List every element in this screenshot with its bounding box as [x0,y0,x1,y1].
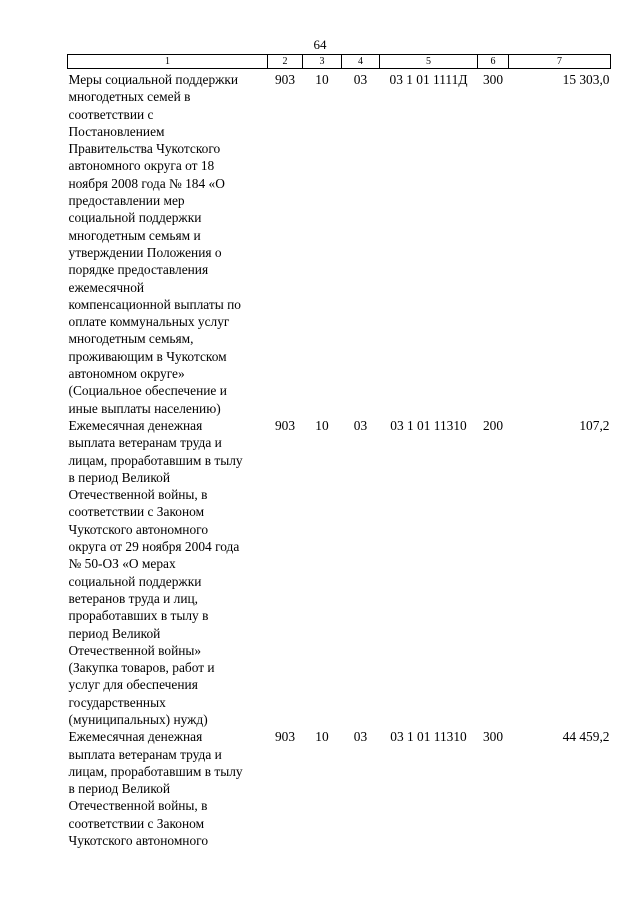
budget-table [67,54,611,849]
table-row [68,69,611,417]
row-section: 10 [315,72,329,87]
row-sum: 44 459,2 [562,729,610,745]
row-name: Ежемесячная денежная выплата ветеранам труда и лицам, проработавшим в тылу в период Великой Отечественной войны, в соответствии с Законом Чукотского автономного [68,729,243,849]
row-section: 10 [315,417,329,433]
table-row [68,728,611,849]
column-number-header: 2 [268,55,303,69]
row-target-article: 03 1 01 1111Д [389,72,468,87]
row-section: 10 [315,729,329,745]
row-target-article: 03 1 01 11310 [390,729,467,745]
row-target-article: 03 1 01 11310 [390,417,467,433]
row-expense-type: 300 [482,729,504,745]
row-sum: 15 303,0 [562,72,610,87]
row-expense-type: 300 [482,72,504,87]
row-subsection: 03 [353,417,368,433]
column-number-header: 1 [68,55,268,69]
row-sum: 107,2 [579,417,610,433]
column-number-header: 3 [303,55,342,69]
row-subsection: 03 [353,729,368,745]
column-number-header: 7 [509,55,611,69]
row-expense-type: 200 [482,417,504,433]
table-row [68,417,611,728]
row-name: Ежемесячная денежная выплата ветеранам труда и лицам, проработавшим в тылу в период Великой Отечественной войны, в соответствии с Законом Чукотского автономного округа от 29 ноября 2004 года № 50-ОЗ «О мерах социальной поддержки ветеранов труда и лиц, проработавших в тылу в период Великой Отечественной войны» (Закупка товаров, работ и услуг для обеспечения государственных (муниципальных) нужд) [68,417,243,727]
page-number: 64 [313,37,327,52]
row-grbs: 903 [274,72,296,87]
row-subsection: 03 [353,72,368,87]
column-number-header: 6 [478,55,509,69]
row-grbs: 903 [274,729,296,745]
column-number-header: 5 [380,55,478,69]
row-grbs: 903 [274,417,296,433]
column-number-row [68,55,611,69]
column-number-header: 4 [342,55,380,69]
row-name: Меры социальной поддержки многодетных семей в соответствии с Постановлением Правительства Чукотского автономного округа от 18 ноября 2008 года № 184 «О предоставлении мер социальной поддержки многодетным семьям и утверждении Положения о порядке предоставления ежемесячной компенсационной выплаты по оплате коммунальных услуг многодетным семьям, проживающим в Чукотском автономном округе» (Социальное обеспечение и иные выплаты населению) [68,72,241,416]
